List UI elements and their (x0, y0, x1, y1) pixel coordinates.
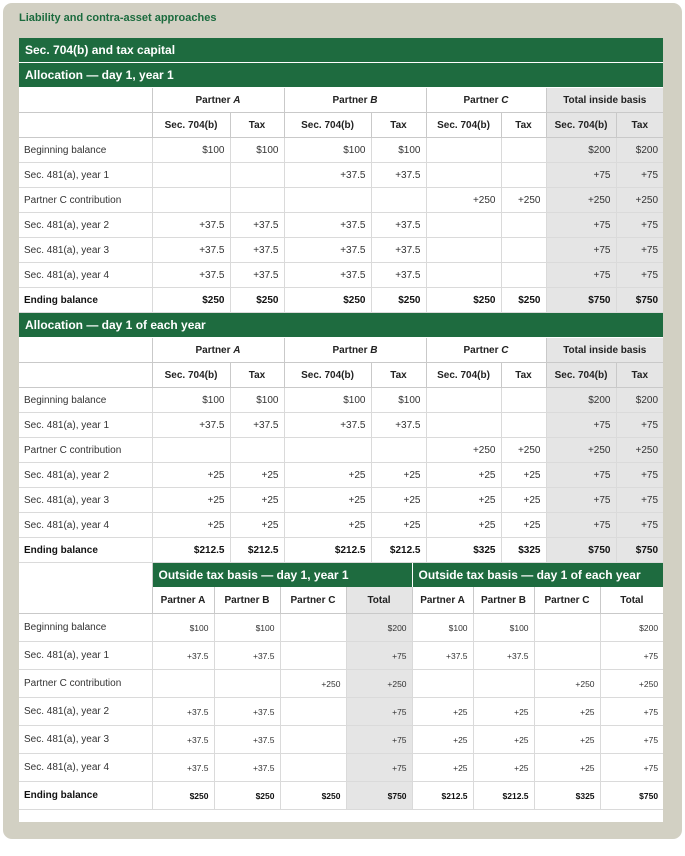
value-cell: +250 (546, 188, 616, 213)
capital-table (19, 38, 663, 563)
value-cell (426, 238, 501, 263)
partner-header: Partner A (152, 338, 284, 363)
column-header: Sec. 704(b) (426, 363, 501, 388)
column-header: Sec. 704(b) (546, 113, 616, 138)
value-cell: $100 (284, 388, 371, 413)
value-cell: +25 (284, 513, 371, 538)
value-cell: $250 (230, 288, 284, 313)
row-label: Partner C contribution (19, 188, 152, 213)
value-cell: +25 (230, 463, 284, 488)
column-header: Partner B (214, 587, 280, 614)
value-cell: +37.5 (152, 726, 214, 754)
value-cell: +25 (412, 698, 473, 726)
value-cell: $250 (214, 782, 280, 810)
value-cell (534, 642, 600, 670)
value-cell (501, 238, 546, 263)
value-cell: $325 (534, 782, 600, 810)
value-cell (426, 163, 501, 188)
column-header: Tax (371, 363, 426, 388)
value-cell: +25 (473, 754, 534, 782)
value-cell: $750 (616, 538, 663, 563)
value-cell: +25 (412, 754, 473, 782)
value-cell: +25 (473, 698, 534, 726)
value-cell: +75 (346, 642, 412, 670)
table-row (19, 513, 663, 538)
table-row (19, 614, 663, 642)
value-cell: $200 (600, 614, 663, 642)
value-cell (230, 188, 284, 213)
value-cell: +37.5 (214, 754, 280, 782)
value-cell: $100 (412, 614, 473, 642)
column-header: Tax (616, 363, 663, 388)
value-cell: $250 (280, 782, 346, 810)
value-cell (426, 138, 501, 163)
value-cell (426, 413, 501, 438)
value-cell: $100 (152, 614, 214, 642)
column-header: Partner A (412, 587, 473, 614)
value-cell: $250 (426, 288, 501, 313)
value-cell: +25 (534, 698, 600, 726)
column-header: Tax (501, 113, 546, 138)
value-cell (371, 438, 426, 463)
header-blank (19, 338, 152, 363)
column-header: Sec. 704(b) (152, 363, 230, 388)
value-cell: $100 (152, 388, 230, 413)
value-cell: +25 (371, 513, 426, 538)
row-label: Sec. 481(a), year 2 (19, 698, 152, 726)
table-row (19, 642, 663, 670)
value-cell: +37.5 (214, 642, 280, 670)
table-row (19, 238, 663, 263)
partner-header: Partner A (152, 88, 284, 113)
column-header: Partner C (534, 587, 600, 614)
row-label: Ending balance (19, 288, 152, 313)
value-cell: +75 (616, 213, 663, 238)
value-cell: +25 (426, 488, 501, 513)
value-cell: +37.5 (412, 642, 473, 670)
row-label: Ending balance (19, 538, 152, 563)
table-row (19, 138, 663, 163)
value-cell: $250 (152, 782, 214, 810)
value-cell: +25 (371, 488, 426, 513)
value-cell: $250 (501, 288, 546, 313)
value-cell: +75 (616, 263, 663, 288)
value-cell: $750 (616, 288, 663, 313)
value-cell: +75 (346, 726, 412, 754)
row-label: Sec. 481(a), year 2 (19, 463, 152, 488)
value-cell: +25 (501, 488, 546, 513)
outside-group-title: Outside tax basis — day 1 of each year (412, 563, 663, 587)
value-cell: +37.5 (371, 263, 426, 288)
value-cell: +250 (616, 438, 663, 463)
table-row (19, 463, 663, 488)
value-cell: $200 (546, 388, 616, 413)
value-cell: $250 (284, 288, 371, 313)
value-cell: +75 (616, 513, 663, 538)
value-cell: +250 (501, 188, 546, 213)
table-row (19, 670, 663, 698)
value-cell: +37.5 (230, 238, 284, 263)
row-label: Sec. 481(a), year 4 (19, 513, 152, 538)
value-cell: +37.5 (152, 238, 230, 263)
value-cell: +37.5 (284, 238, 371, 263)
partner-header: Partner C (426, 338, 546, 363)
value-cell (214, 670, 280, 698)
value-cell: +37.5 (284, 163, 371, 188)
value-cell: +25 (371, 463, 426, 488)
value-cell: $100 (284, 138, 371, 163)
value-cell: $100 (152, 138, 230, 163)
value-cell: +25 (501, 463, 546, 488)
value-cell: $200 (616, 388, 663, 413)
table-row (19, 438, 663, 463)
value-cell: $325 (501, 538, 546, 563)
value-cell: +75 (546, 213, 616, 238)
table-row (19, 213, 663, 238)
column-header: Tax (230, 113, 284, 138)
value-cell (152, 670, 214, 698)
value-cell: +75 (616, 463, 663, 488)
value-cell: +37.5 (152, 213, 230, 238)
value-cell: +25 (152, 463, 230, 488)
row-label: Partner C contribution (19, 438, 152, 463)
row-label: Sec. 481(a), year 4 (19, 263, 152, 288)
section-band-title: Sec. 704(b) and tax capital (19, 38, 663, 63)
partner-header: Partner B (284, 88, 426, 113)
header-blank (19, 563, 152, 587)
value-cell (371, 188, 426, 213)
table-row (19, 388, 663, 413)
value-cell (501, 413, 546, 438)
value-cell: $250 (152, 288, 230, 313)
value-cell: +75 (600, 698, 663, 726)
table-row (19, 163, 663, 188)
value-cell: +37.5 (230, 413, 284, 438)
column-header: Tax (230, 363, 284, 388)
value-cell: +250 (346, 670, 412, 698)
value-cell (280, 698, 346, 726)
value-cell: +25 (501, 513, 546, 538)
value-cell (501, 138, 546, 163)
value-cell: $212.5 (230, 538, 284, 563)
value-cell: +37.5 (152, 698, 214, 726)
row-label: Sec. 481(a), year 1 (19, 163, 152, 188)
value-cell: +75 (546, 513, 616, 538)
value-cell: +25 (534, 754, 600, 782)
outside-group-title: Outside tax basis — day 1, year 1 (152, 563, 412, 587)
value-cell: $200 (546, 138, 616, 163)
value-cell: +25 (230, 488, 284, 513)
value-cell (152, 438, 230, 463)
table-row (19, 698, 663, 726)
value-cell (284, 438, 371, 463)
allocation-band-title: Allocation — day 1, year 1 (19, 63, 663, 88)
column-header: Tax (371, 113, 426, 138)
value-cell (280, 754, 346, 782)
table-row (19, 488, 663, 513)
row-label: Sec. 481(a), year 1 (19, 642, 152, 670)
value-cell: +250 (426, 438, 501, 463)
value-cell (230, 163, 284, 188)
column-header: Partner C (280, 587, 346, 614)
header-blank (19, 587, 152, 614)
value-cell (473, 670, 534, 698)
value-cell: +25 (534, 726, 600, 754)
table-row (19, 288, 663, 313)
value-cell: +37.5 (152, 263, 230, 288)
value-cell: $212.5 (473, 782, 534, 810)
value-cell: +250 (616, 188, 663, 213)
value-cell: +25 (284, 488, 371, 513)
value-cell: +250 (534, 670, 600, 698)
value-cell: +75 (600, 726, 663, 754)
value-cell: +25 (426, 513, 501, 538)
value-cell: +37.5 (371, 413, 426, 438)
column-header: Sec. 704(b) (546, 363, 616, 388)
table-row (19, 538, 663, 563)
value-cell: $750 (600, 782, 663, 810)
table-row (19, 782, 663, 810)
value-cell: +37.5 (152, 642, 214, 670)
value-cell: +250 (600, 670, 663, 698)
row-label: Sec. 481(a), year 3 (19, 488, 152, 513)
partner-header: Total inside basis (546, 88, 663, 113)
value-cell: +75 (546, 413, 616, 438)
value-cell: $200 (346, 614, 412, 642)
value-cell (501, 388, 546, 413)
value-cell (534, 614, 600, 642)
value-cell: +37.5 (284, 263, 371, 288)
value-cell: $325 (426, 538, 501, 563)
value-cell (280, 642, 346, 670)
value-cell: +25 (284, 463, 371, 488)
header-blank (19, 113, 152, 138)
value-cell: +37.5 (284, 213, 371, 238)
column-header: Partner A (152, 587, 214, 614)
value-cell: +37.5 (473, 642, 534, 670)
column-header: Sec. 704(b) (284, 363, 371, 388)
value-cell: $212.5 (371, 538, 426, 563)
value-cell (152, 188, 230, 213)
value-cell: $100 (371, 388, 426, 413)
table-panel (19, 38, 663, 822)
header-blank (19, 363, 152, 388)
value-cell: +75 (546, 163, 616, 188)
value-cell (426, 388, 501, 413)
row-label: Sec. 481(a), year 3 (19, 238, 152, 263)
column-header: Sec. 704(b) (284, 113, 371, 138)
column-header: Total (600, 587, 663, 614)
value-cell (501, 163, 546, 188)
value-cell: $100 (214, 614, 280, 642)
row-label: Beginning balance (19, 388, 152, 413)
value-cell: +25 (426, 463, 501, 488)
value-cell (501, 213, 546, 238)
value-cell: $100 (473, 614, 534, 642)
value-cell: +37.5 (152, 413, 230, 438)
column-header: Total (346, 587, 412, 614)
value-cell: $212.5 (412, 782, 473, 810)
value-cell: +25 (152, 513, 230, 538)
table-row (19, 188, 663, 213)
table-row (19, 413, 663, 438)
value-cell: +75 (616, 488, 663, 513)
value-cell (426, 263, 501, 288)
value-cell: $100 (230, 388, 284, 413)
value-cell: +75 (546, 263, 616, 288)
value-cell: +75 (546, 463, 616, 488)
row-label: Sec. 481(a), year 2 (19, 213, 152, 238)
row-label: Sec. 481(a), year 1 (19, 413, 152, 438)
value-cell: +75 (346, 754, 412, 782)
value-cell: +25 (412, 726, 473, 754)
value-cell: +37.5 (371, 163, 426, 188)
value-cell (152, 163, 230, 188)
value-cell (412, 670, 473, 698)
row-label: Beginning balance (19, 614, 152, 642)
row-label: Ending balance (19, 782, 152, 810)
value-cell (501, 263, 546, 288)
value-cell: $750 (546, 288, 616, 313)
value-cell (280, 614, 346, 642)
value-cell: $100 (371, 138, 426, 163)
value-cell: +75 (616, 413, 663, 438)
value-cell: +37.5 (152, 754, 214, 782)
value-cell: $750 (546, 538, 616, 563)
value-cell: $212.5 (152, 538, 230, 563)
value-cell: +37.5 (284, 413, 371, 438)
value-cell: +75 (616, 163, 663, 188)
value-cell: +37.5 (371, 238, 426, 263)
value-cell: +37.5 (214, 698, 280, 726)
value-cell: +75 (600, 754, 663, 782)
value-cell (284, 188, 371, 213)
column-header: Tax (501, 363, 546, 388)
row-label: Sec. 481(a), year 4 (19, 754, 152, 782)
header-blank (19, 88, 152, 113)
row-label: Partner C contribution (19, 670, 152, 698)
column-header: Tax (616, 113, 663, 138)
row-label: Sec. 481(a), year 3 (19, 726, 152, 754)
value-cell (230, 438, 284, 463)
value-cell (280, 726, 346, 754)
value-cell: $200 (616, 138, 663, 163)
value-cell: +37.5 (214, 726, 280, 754)
value-cell: +250 (501, 438, 546, 463)
value-cell: +25 (473, 726, 534, 754)
column-header: Partner B (473, 587, 534, 614)
value-cell: $212.5 (284, 538, 371, 563)
value-cell: $100 (230, 138, 284, 163)
value-cell: +75 (346, 698, 412, 726)
value-cell: +25 (152, 488, 230, 513)
value-cell: +250 (426, 188, 501, 213)
value-cell: $250 (371, 288, 426, 313)
value-cell: +25 (230, 513, 284, 538)
value-cell: +75 (546, 238, 616, 263)
column-header: Sec. 704(b) (152, 113, 230, 138)
allocation-band-title: Allocation — day 1 of each year (19, 313, 663, 338)
row-label: Beginning balance (19, 138, 152, 163)
value-cell: +75 (616, 238, 663, 263)
table-row (19, 754, 663, 782)
column-header: Sec. 704(b) (426, 113, 501, 138)
value-cell: +37.5 (371, 213, 426, 238)
partner-header: Partner B (284, 338, 426, 363)
value-cell: +37.5 (230, 213, 284, 238)
value-cell: +75 (600, 642, 663, 670)
value-cell: +250 (546, 438, 616, 463)
value-cell (426, 213, 501, 238)
value-cell: $750 (346, 782, 412, 810)
table-row (19, 726, 663, 754)
value-cell: +250 (280, 670, 346, 698)
value-cell: +37.5 (230, 263, 284, 288)
outside-basis-table (19, 563, 663, 810)
figure-title: Liability and contra-asset approaches (19, 12, 217, 24)
table-row (19, 263, 663, 288)
partner-header: Partner C (426, 88, 546, 113)
partner-header: Total inside basis (546, 338, 663, 363)
value-cell: +75 (546, 488, 616, 513)
